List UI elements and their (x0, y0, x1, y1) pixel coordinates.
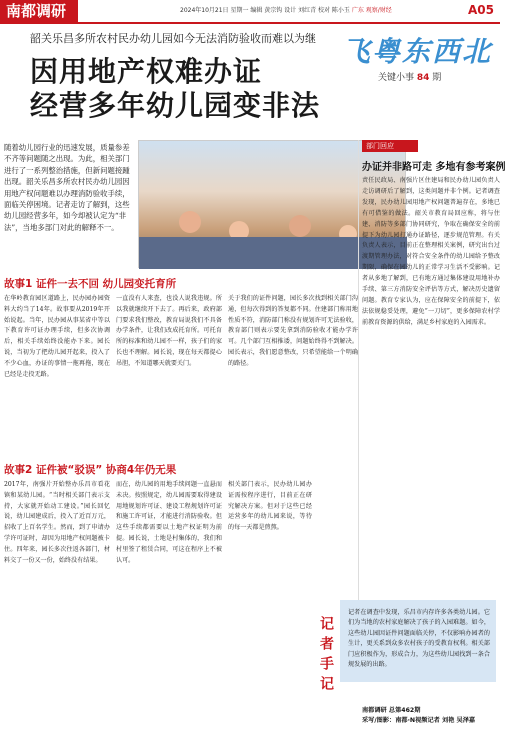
lead-paragraph: 随着幼儿园行业的迅速发展，质量参差不齐等问题随之出现。为此，相关部门进行了一系列整治措施，但新问题接踵出现。韶关乐昌多所农村民办幼儿园因用地产权问题难以办理消防验收手续，面临关停困境。记者走访了解到，这些幼儿园经营多年，如今却被认定为“非法”，当地多部门对此的解释不一。 (4, 143, 130, 232)
brand-logo: 飞粤东西北 (342, 35, 493, 68)
reporter-note-label: 记者手记 (318, 616, 334, 696)
headline-line-1: 因用地产权难办证 (30, 55, 263, 88)
issue-meta-section: 广东 观察/财经 (351, 7, 392, 14)
brand-issue (378, 70, 441, 83)
header-rule (0, 22, 500, 24)
column-brand (342, 30, 492, 90)
story-2-title: 故事2 证件被“驳误” 协商4年仍无果 (4, 464, 177, 476)
kicker: 韶关乐昌多所农村民办幼儿园如今无法消防验收而难以为继 (30, 32, 316, 45)
reporter-note-box (340, 600, 496, 682)
sidebar-title: 办证并非路可走 多地有参考案例 (362, 162, 505, 173)
page-number: A05 (468, 3, 494, 17)
section-tag: 南都调研 (0, 0, 78, 22)
column-divider (358, 140, 359, 600)
issue-meta (180, 5, 392, 14)
story-2-column-b: 而在，幼儿园的用地手续问题一直悬而未决。按照规定，幼儿园需要取得建设用地规划许可证、建设工程规划许可证和施工许可证，才能进行消防验收。但这些手续都需要以土地产权证明为前提。园长说，土地是村集体的，我们和村里签了租赁合同，可这在程序上不被认可。 (116, 481, 222, 564)
brand-sub-suffix: 期 (432, 73, 442, 83)
page-header (0, 0, 500, 22)
headline-line-2: 经营多年幼儿园变非法 (30, 89, 321, 122)
sidebar-tag: 部门回应 (362, 140, 418, 152)
brand-sub-prefix: 关键小事 (378, 73, 415, 83)
sidebar-credit: 南都调研 总第462期 采写/图影：南都·N视频记者 刘艳 吴泽嘉 (362, 707, 476, 724)
story-1-title: 故事1 证件一去不回 幼儿园变托育所 (4, 278, 177, 290)
story-1-column-c: 关于我们的证件问题，园长多次找到相关部门沟通，但每次得到的答复都不同。住建部门称用地性质不符，消防部门称没有规划许可无法验收，教育部门则表示要先拿到消防验收才能办学许可。几个部门互相推诿，问题始终得不到解决。园长表示，我们愿意整改，只希望能给一个明确的路径。 (228, 295, 358, 367)
photo-caption: 韶关乐昌的一所农村民办幼儿园。 (405, 401, 496, 408)
brand-sub-num: 84 (416, 73, 430, 83)
story-1-column-b: 一直没有人来查，也没人说我违规。所以我就继续开下去了。再后来，政府部门要求我们整改，教育局说我们不具备办学条件，让我们改成托育所。可托育所的标准和幼儿园不一样，孩子们的家长也不理解。园长说，现在每天都提心吊胆，不知道哪天就要关门。 (116, 295, 222, 367)
story-1-column-a: 在华岭教育园区道路上，民办园办园资料大约当了14年。故事要从2019年开始说起。当年，民办园从事某省中等以下教育许可证办理手续，但多次协调后，相关手续始终没能办下来。园长说，当初为了把幼儿园开起来，投入了不少心血，办证的事情一拖再拖，现在已经是走投无路。 (4, 295, 110, 378)
reporter-note-body: 记者在调查中发现，乐昌市内存许多各类幼儿园。它们为当地的农村家庭解决了孩子的入园难题。如今，这些幼儿园因证件问题面临关停，不仅影响办园者的生计，更关系到众多农村孩子的受教育权利。相关部门应积极作为，形成合力，为这些幼儿园找到一条合规发展的出路。 (348, 609, 490, 669)
story-2-column-a: 2017年，南强片开始整办乐昌市看花镇和某幼儿园。“当时相关部门表示支持，大家就开始动工建设。”园长回忆说，幼儿园建成后，投入了近百万元，招收了上百名学生。然而，到了申请办学许可证时，却因为用地产权问题被卡住。四年来，园长多次往返各部门，材料交了一份又一份，始终没有结果。 (4, 481, 110, 564)
sidebar-body: 责任民政局、南强片区住建局和民办幼儿园负责人走访调研后了解到，这类问题并非个例。记者调查发现，民办幼儿园用地产权问题普遍存在，多地已有可借鉴的做法。韶关市教育局回应称，将与住建、消防等多部门协同研究，争取在确保安全的前提下为幼儿园打通办证路径，逐步规范管理。有关负责人表示，目前正在整理相关案例，研究出台过渡期管理办法，对符合安全条件的幼儿园给予整改期限，确保在园幼儿的正常学习生活不受影响。记者从多地了解到，已有地方通过集体建设用地补办手续、第三方消防安全评估等方式，解决历史遗留问题。教育专家认为，应在保障安全的前提下，依法依规稳妥处理，避免“一刀切”，更多保障农村学前教育资源的供给，满足乡村家庭的入园需求。 (362, 177, 500, 326)
issue-meta-text: 2024年10月21日 星期一 编辑 黄宗钩 设计 刘红青 校对 陈小玉 (180, 7, 350, 14)
story-2-column-c: 相关部门表示，民办幼儿园办证需按程序进行，目前正在研究解决方案。但对于这些已经运营多年的幼儿园来说，等待的每一天都是煎熬。 (228, 481, 312, 532)
